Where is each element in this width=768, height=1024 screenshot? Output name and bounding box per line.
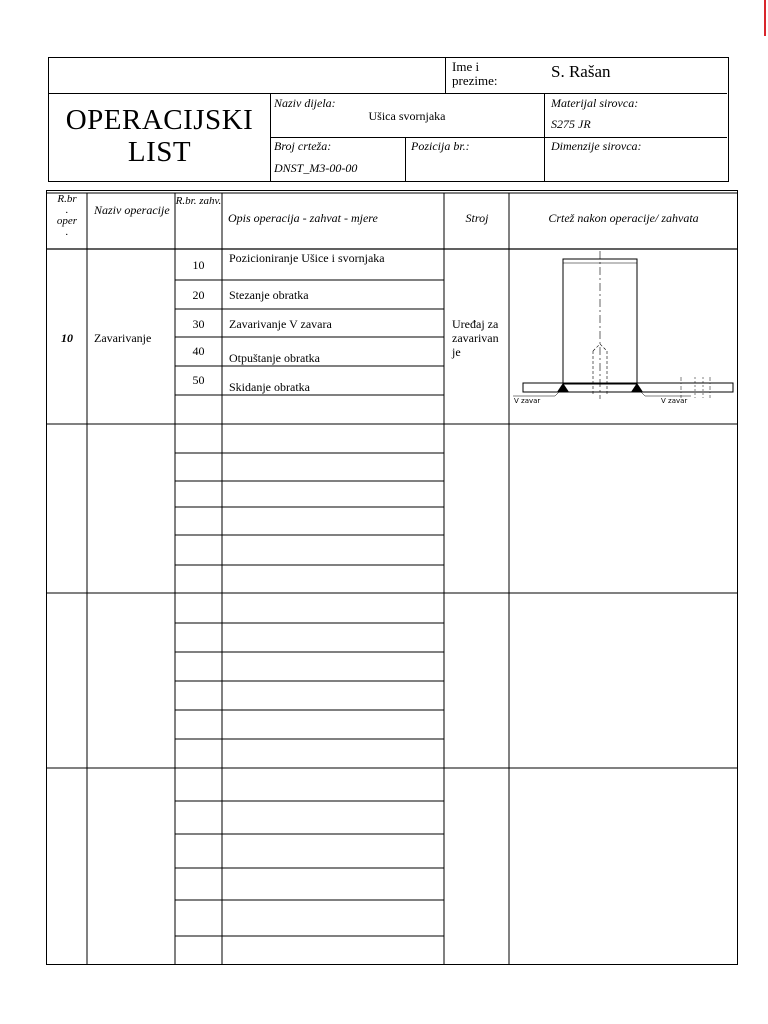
- operation-number: 10: [61, 331, 73, 345]
- step-number: 10: [192, 258, 205, 272]
- step-description: Pozicioniranje Ušice i svornjaka: [229, 251, 385, 265]
- materijal-label: Materijal sirovca:: [551, 96, 639, 110]
- pozicija-label: Pozicija br.:: [411, 139, 470, 153]
- step-number: 30: [192, 317, 205, 331]
- page-title: [49, 104, 270, 168]
- header-divider: [405, 137, 406, 181]
- header-naziv-operacije: Naziv operacije: [94, 203, 170, 217]
- header-opis: Opis operacija - zahvat - mjere: [228, 211, 378, 225]
- ime-value: S. Rašan: [551, 62, 611, 81]
- step-number: 40: [192, 344, 205, 358]
- header-stroj: Stroj: [465, 211, 489, 225]
- operation-name: Zavarivanje: [94, 331, 152, 345]
- naziv-dijela-value: Ušica svornjaka: [368, 109, 446, 123]
- broj-crteza-value: DNST_M3-00-00: [274, 161, 358, 175]
- title-line-1: OPERACIJSKI: [65, 104, 254, 136]
- weld-label-right: V zavar: [661, 397, 688, 405]
- step-description: Skidanje obratka: [229, 380, 310, 394]
- dimenzije-label: Dimenzije sirovca:: [551, 139, 642, 153]
- header-divider: [270, 93, 271, 181]
- weld-label-left: V zavar: [514, 397, 541, 405]
- naziv-dijela-label: Naziv dijela:: [274, 96, 336, 110]
- step-description: Otpuštanje obratka: [229, 351, 320, 365]
- step-number: 20: [192, 288, 205, 302]
- step-number: 50: [192, 373, 205, 387]
- operations-table: [46, 190, 738, 965]
- header-divider: [49, 93, 727, 94]
- header-divider: [544, 93, 545, 181]
- header-rbr-oper: R.br . oper .: [56, 193, 78, 238]
- materijal-value: S275 JR: [551, 117, 591, 131]
- header-rbr-zahv: R.br. zahv.: [175, 195, 222, 207]
- red-margin-mark: [764, 0, 766, 36]
- header-divider: [270, 137, 727, 138]
- header-crtez: Crtež nakon operacije/ zahvata: [548, 211, 699, 225]
- operation-sketch: [511, 249, 737, 419]
- header-box: [48, 57, 729, 182]
- broj-crteza-label: Broj crteža:: [274, 139, 332, 153]
- header-divider: [445, 58, 446, 93]
- ime-label: Ime i prezime:: [452, 59, 498, 88]
- title-line-2: LIST: [127, 136, 192, 168]
- step-description: Zavarivanje V zavara: [229, 317, 332, 331]
- operation-machine: Uređaj za zavarivan je: [452, 317, 499, 359]
- step-description: Stezanje obratka: [229, 288, 309, 302]
